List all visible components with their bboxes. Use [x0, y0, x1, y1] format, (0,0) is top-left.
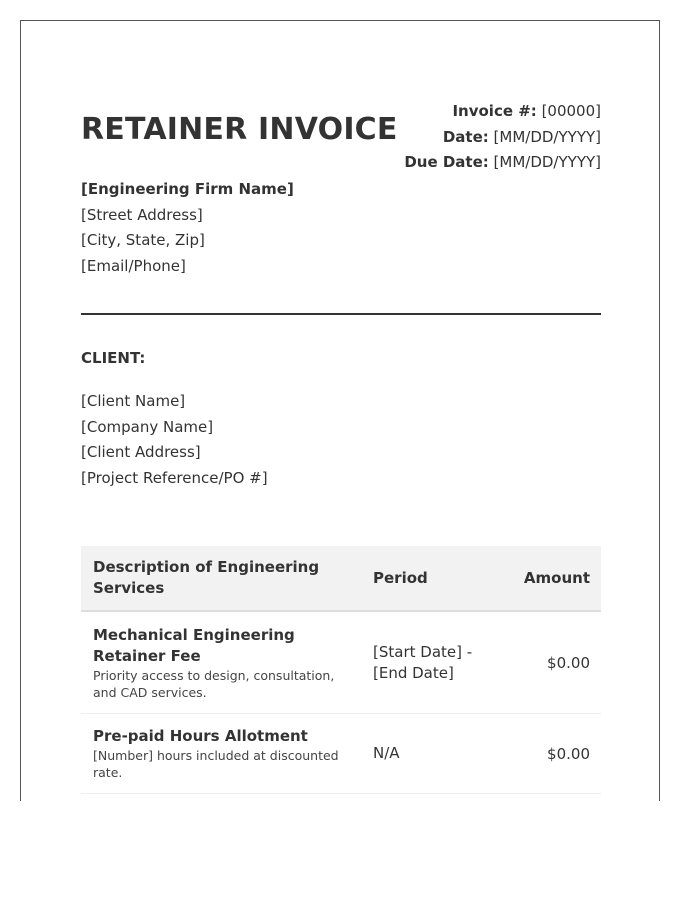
- row-description-cell: [81, 726, 361, 781]
- row-period: N/A: [373, 744, 400, 762]
- row-period: [Start Date] - [End Date]: [373, 642, 473, 682]
- row-amount: $0.00: [547, 653, 590, 672]
- row-description-cell: [81, 625, 361, 701]
- section-divider: [81, 313, 601, 315]
- row-amount: $0.00: [547, 744, 590, 763]
- firm-city: [City, State, Zip]: [81, 231, 205, 250]
- invoice-number-value: [00000]: [541, 102, 601, 120]
- invoice-date-line: [404, 125, 601, 151]
- invoice-number-line: [404, 99, 601, 125]
- header-description: Description of Engineering Services: [93, 558, 320, 597]
- table-header: [81, 546, 601, 612]
- firm-street: [Street Address]: [81, 205, 203, 224]
- client-company: [Company Name]: [81, 417, 214, 436]
- row-title: Pre-paid Hours Allotment: [93, 727, 308, 745]
- table-row: [81, 714, 601, 794]
- row-title: Mechanical Engineering Retainer Fee: [93, 625, 295, 665]
- client-block: [81, 389, 268, 491]
- invoice-date-label: Date:: [442, 127, 489, 146]
- row-description: Priority access to design, consultation, and CAD services.: [93, 667, 335, 700]
- header-amount: Amount: [523, 569, 590, 587]
- client-name: [Client Name]: [81, 392, 186, 410]
- due-date-line: [404, 150, 601, 176]
- firm-contact: [Email/Phone]: [81, 256, 186, 275]
- due-date-label: Due Date:: [404, 153, 489, 171]
- firm-name: [Engineering Firm Name]: [81, 180, 294, 198]
- client-heading: CLIENT:: [81, 349, 146, 367]
- invoice-number-label: Invoice #:: [452, 102, 537, 120]
- firm-block: [81, 177, 294, 279]
- invoice-title: RETAINER INVOICE: [81, 112, 398, 147]
- header-period: Period: [373, 569, 428, 587]
- invoice-page: [20, 20, 660, 801]
- invoice-date-value: [MM/DD/YYYY]: [493, 127, 601, 146]
- invoice-meta: [404, 99, 601, 176]
- table-row: [81, 612, 601, 714]
- services-table: [81, 546, 601, 794]
- client-reference: [Project Reference/PO #]: [81, 468, 268, 487]
- due-date-value: [MM/DD/YYYY]: [493, 153, 601, 171]
- client-address: [Client Address]: [81, 443, 201, 462]
- row-description: [Number] hours included at discounted rate.: [93, 748, 339, 780]
